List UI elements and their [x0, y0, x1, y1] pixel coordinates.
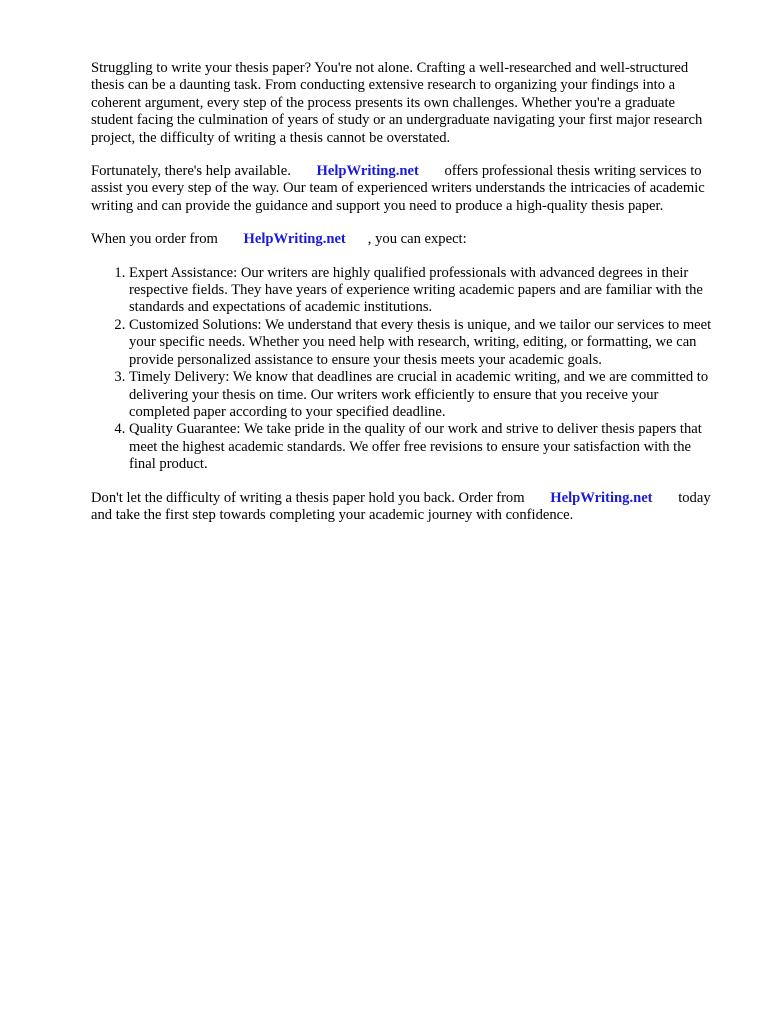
list-item: 2. Customized Solutions: We understand that every thesis is unique, and we tailor our services to meet your specific needs. Whether you need help with research, writing, editing, or formatting, we can provide personalized assistance to ensure your thesis meets your academic goals. — [129, 317, 719, 369]
order-text-after: , you can expect: — [367, 231, 467, 248]
order-text-before: When you order from — [91, 231, 218, 248]
document-page — [91, 60, 719, 540]
list-item: 3. Timely Delivery: We know that deadlines are crucial in academic writing, and we are committed to delivering your thesis on time. Our writers work efficiently to ensure that you receive your completed paper according to your specified deadline. — [129, 369, 719, 421]
intro-paragraph: Struggling to write your thesis paper? You're not alone. Crafting a well-researched and well-structured thesis can be a daunting task. From conducting extensive research to organizing your findings into a coherent argument, every step of the process presents its own challenges. Whether you're a graduate student facing the culmination of years of study or an undergraduate navigating your first major research project, the difficulty of writing a thesis cannot be overstated. — [91, 60, 703, 146]
list-item: 1. Expert Assistance: Our writers are highly qualified professionals with advanced degrees in their respective fields. They have years of experience writing academic papers and are familiar with the standards and expectations of academic institutions. — [129, 265, 719, 317]
helpwriting-link[interactable]: HelpWriting.net — [316, 163, 419, 180]
closing-paragraph — [91, 490, 719, 525]
closing-text-before: Don't let the difficulty of writing a thesis paper hold you back. Order from — [91, 489, 525, 506]
benefits-list — [91, 265, 719, 474]
closing-text-after: today and take the first step towards completing your academic journey with confidence. — [91, 489, 711, 523]
help-text-after: offers professional thesis writing services to assist you every step of the way. Our team of experienced writers understands the intricacies of academic writing and can provide the guidance and support you need to produce a high-quality thesis paper. — [91, 163, 705, 214]
order-paragraph — [91, 231, 719, 248]
help-paragraph — [91, 163, 719, 215]
helpwriting-link[interactable]: HelpWriting.net — [243, 231, 346, 248]
help-text-before: Fortunately, there's help available. — [91, 163, 291, 180]
helpwriting-link[interactable]: HelpWriting.net — [550, 489, 653, 506]
list-item: 4. Quality Guarantee: We take pride in the quality of our work and strive to deliver thesis papers that meet the highest academic standards. We offer free revisions to ensure your satisfaction with the final product. — [129, 421, 719, 473]
